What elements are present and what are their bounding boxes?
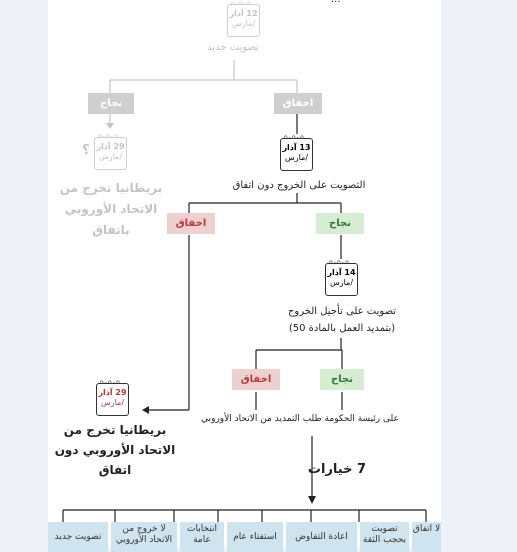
calendar-icon: o-o-o 12 آذار /مارس	[227, 0, 260, 36]
option-box: انتخابات عامة	[180, 522, 224, 552]
question-mark: ؟	[82, 143, 90, 158]
vote-delay-label: تصويت على تأجيل الخروج	[287, 306, 397, 317]
top-vote-label: تصويت جديد	[207, 42, 259, 53]
muted-outcome-line2: الاتحاد الأوروبي	[64, 202, 158, 216]
option-box: تصويت بحجب الثقة	[360, 522, 409, 552]
flowchart-panel	[48, 0, 441, 547]
options-title: 7 خيارات	[307, 462, 367, 477]
gov-request-text: على رئيسة الحكومة طلب التمديد من الاتحاد الأوروبي	[201, 414, 399, 424]
no-deal-outcome-line3: اتفاق	[98, 463, 132, 477]
vote-no-deal-label: التصويت على الخروج دون اتفاق	[232, 180, 366, 191]
calendar-icon: o-o-o 14 آذار /مارس	[325, 259, 358, 295]
muted-outcome-line3: باتفاق	[92, 223, 130, 237]
calendar-icon: o-o-o 29 آذار /مارس	[94, 133, 127, 169]
option-box: استفتاء عام	[227, 522, 283, 552]
no-deal-outcome-line2: الاتحاد الأوروبي دون	[54, 443, 176, 457]
muted-outcome-line1: بريطانيا تخرج من	[59, 181, 163, 195]
vote-delay-sublabel: (بتمديد العمل بالمادة 50)	[288, 323, 396, 334]
calendar-icon: o-o-o 13 آذار /مارس	[280, 134, 313, 170]
calendar-day: 13 آذار	[282, 143, 311, 152]
success-badge: نجاح	[316, 213, 364, 234]
fail-badge: اخفاق	[232, 369, 280, 390]
option-box: لا اتفاق	[412, 522, 441, 552]
option-box: لا خروج من الاتحاد الأوروبي	[111, 522, 177, 552]
calendar-month: /مارس	[231, 19, 256, 28]
calendar-month: /مارس	[100, 398, 125, 407]
fail-badge: اخفاق	[167, 213, 215, 234]
option-box: تصويت جديد	[48, 522, 108, 552]
fail-badge-muted: اخفاق	[274, 93, 322, 114]
success-badge-muted: نجاح	[88, 93, 134, 114]
calendar-day: 29 آذار	[96, 142, 125, 151]
calendar-month: /مارس	[98, 152, 123, 161]
calendar-day: 12 آذار	[229, 9, 258, 18]
calendar-day: 14 آذار	[327, 268, 356, 277]
calendar-month: /مارس	[329, 278, 354, 287]
calendar-day: 29 آذار	[98, 388, 127, 397]
calendar-icon: o-o-o 29 آذار /مارس	[96, 379, 129, 415]
corner-text	[331, 0, 341, 5]
calendar-month: /مارس	[284, 153, 309, 162]
option-box: اعادة التفاوض	[286, 522, 357, 552]
success-badge: نجاح	[320, 369, 364, 390]
no-deal-outcome-line1: بريطانيا تخرج من	[63, 423, 167, 437]
